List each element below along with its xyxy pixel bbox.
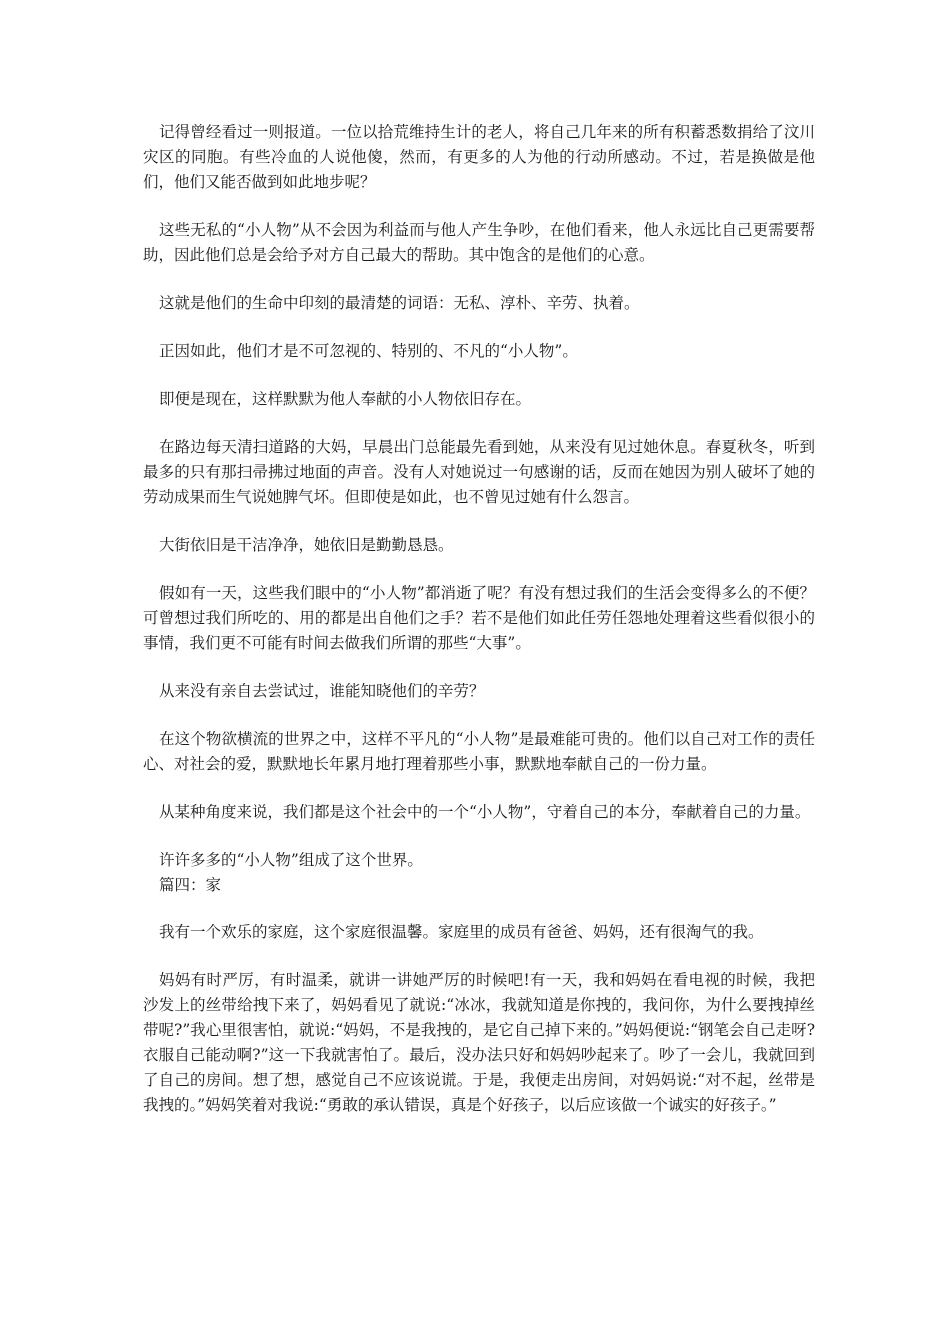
- paragraph-11: 从某种角度来说，我们都是这个社会中的一个“小人物”，守着自己的本分，奉献着自己的力量。: [159, 803, 811, 821]
- paragraph-7: 大街依旧是干洁净净，她依旧是勤勤恳恳。: [159, 536, 454, 554]
- paragraph-13: 我有一个欢乐的家庭，这个家庭很温馨。家庭里的成员有爸爸、妈妈，还有很淘气的我。: [159, 923, 764, 941]
- paragraph-8: 假如有一天，这些我们眼中的“小人物”都消逝了呢？有没有想过我们的生活会变得多么的不便？可曾想过我们所吃的、用的都是出自他们之手？若不是他们如此任劳任怨地处理着这些看似很小的事情，我们更不可能有时间去做我们所谓的那些“大事”。: [143, 584, 815, 652]
- paragraph-1: 记得曾经看过一则报道。一位以拾荒维持生计的老人，将自己几年来的所有积蓄悉数捐给了汶川灾区的同胞。有些冷血的人说他傻，然而，有更多的人为他的行动所感动。不过，若是换做是他们，他们又能否做到如此地步呢？: [143, 123, 815, 191]
- paragraph-12: 许许多多的“小人物”组成了这个世界。: [159, 851, 423, 869]
- paragraph-6: 在路边每天清扫道路的大妈，早晨出门总能最先看到她，从来没有见过她休息。春夏秋冬，听到最多的只有那扫帚拂过地面的声音。没有人对她说过一句感谢的话，反而在她因为别人破坏了她的劳动成果而生气说她脾气坏。但即使是如此，也不曾见过她有什么怨言。: [143, 438, 815, 506]
- section-heading: 篇四：家: [159, 876, 222, 894]
- paragraph-9: 从来没有亲自去尝试过，谁能知晓他们的辛劳？: [159, 682, 485, 700]
- paragraph-4: 正因如此，他们才是不可忽视的、特别的、不凡的“小人物”。: [159, 342, 578, 360]
- paragraph-10: 在这个物欲横流的世界之中，这样不平凡的“小人物”是最难能可贵的。他们以自己对工作的责任心、对社会的爱，默默地长年累月地打理着那些小事，默默地奉献自己的一份力量。: [143, 730, 815, 773]
- paragraph-2: 这些无私的“小人物”从不会因为利益而与他人产生争吵，在他们看来，他人永远比自己更需要帮助，因此他们总是会给予对方自己最大的帮助。其中饱含的是他们的心意。: [143, 221, 815, 264]
- paragraph-5: 即便是现在，这样默默为他人奉献的小人物依旧存在。: [159, 390, 532, 408]
- paragraph-3: 这就是他们的生命中印刻的最清楚的词语：无私、淳朴、辛劳、执着。: [159, 294, 640, 312]
- document-page: [143, 120, 815, 1141]
- paragraph-14: 妈妈有时严厉，有时温柔，就讲一讲她严厉的时候吧!有一天，我和妈妈在看电视的时候，我把沙发上的丝带给拽下来了，妈妈看见了就说:“冰冰，我就知道是你拽的，我问你，为什么要拽掉丝带呢?”我心里很害怕，就说:“妈妈，不是我拽的，是它自己掉下来的。”妈妈便说:“钢笔会自己走呀?衣服自己能动啊?”这一下我就害怕了。最后，没办法只好和妈妈吵起来了。吵了一会儿，我就回到了自己的房间。想了想，感觉自己不应该说谎。于是，我便走出房间，对妈妈说:“对不起，丝带是我拽的。”妈妈笑着对我说:“勇敢的承认错误，真是个好孩子，以后应该做一个诚实的好孩子。”: [143, 971, 815, 1114]
